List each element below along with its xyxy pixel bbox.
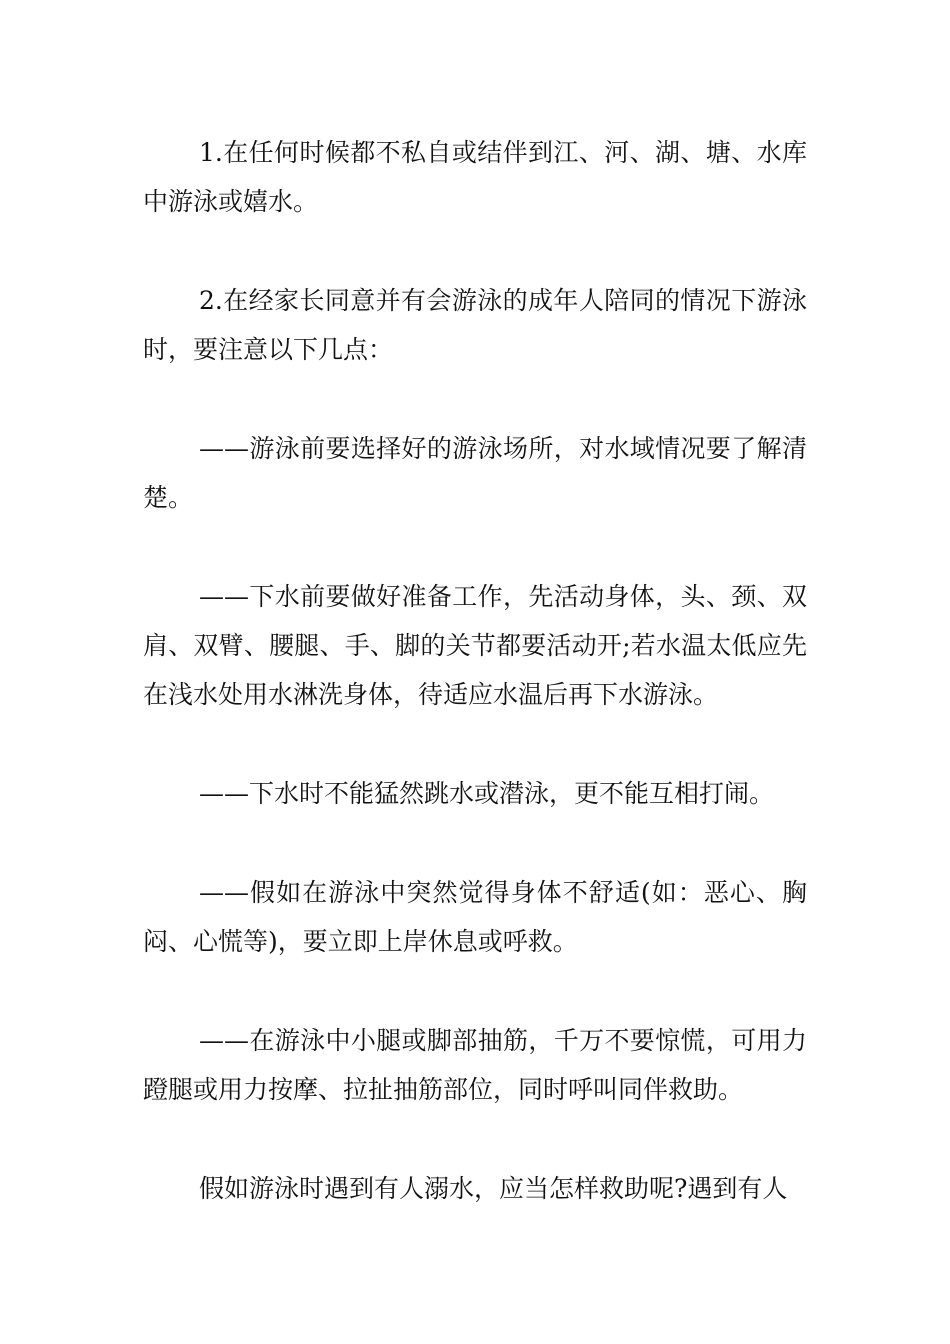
paragraph-4: ——下水前要做好准备工作，先活动身体，头、颈、双肩、双臂、腰腿、手、脚的关节都要活动开;若水温太低应先在浅水处用水淋洗身体，待适应水温后再下水游泳。 — [143, 582, 807, 709]
document-body — [143, 128, 807, 1213]
paragraph-6: ——假如在游泳中突然觉得身体不舒适(如：恶心、胸闷、心慌等)，要立即上岸休息或呼救。 — [143, 878, 807, 956]
paragraph-1: 1.在任何时候都不私自或结伴到江、河、湖、塘、水库中游泳或嬉水。 — [143, 138, 807, 216]
paragraph-5: ——下水时不能猛然跳水或潜泳，更不能互相打闹。 — [199, 779, 775, 808]
paragraph-2: 2.在经家长同意并有会游泳的成年人陪同的情况下游泳时，要注意以下几点： — [143, 286, 807, 364]
paragraph-7: ——在游泳中小腿或脚部抽筋，千万不要惊慌，可用力蹬腿或用力按摩、拉扯抽筋部位，同时呼叫同伴救助。 — [143, 1026, 807, 1104]
paragraph-3: ——游泳前要选择好的游泳场所，对水域情况要了解清楚。 — [143, 434, 807, 512]
paragraph-8: 假如游泳时遇到有人溺水，应当怎样救助呢?遇到有人 — [199, 1174, 788, 1203]
